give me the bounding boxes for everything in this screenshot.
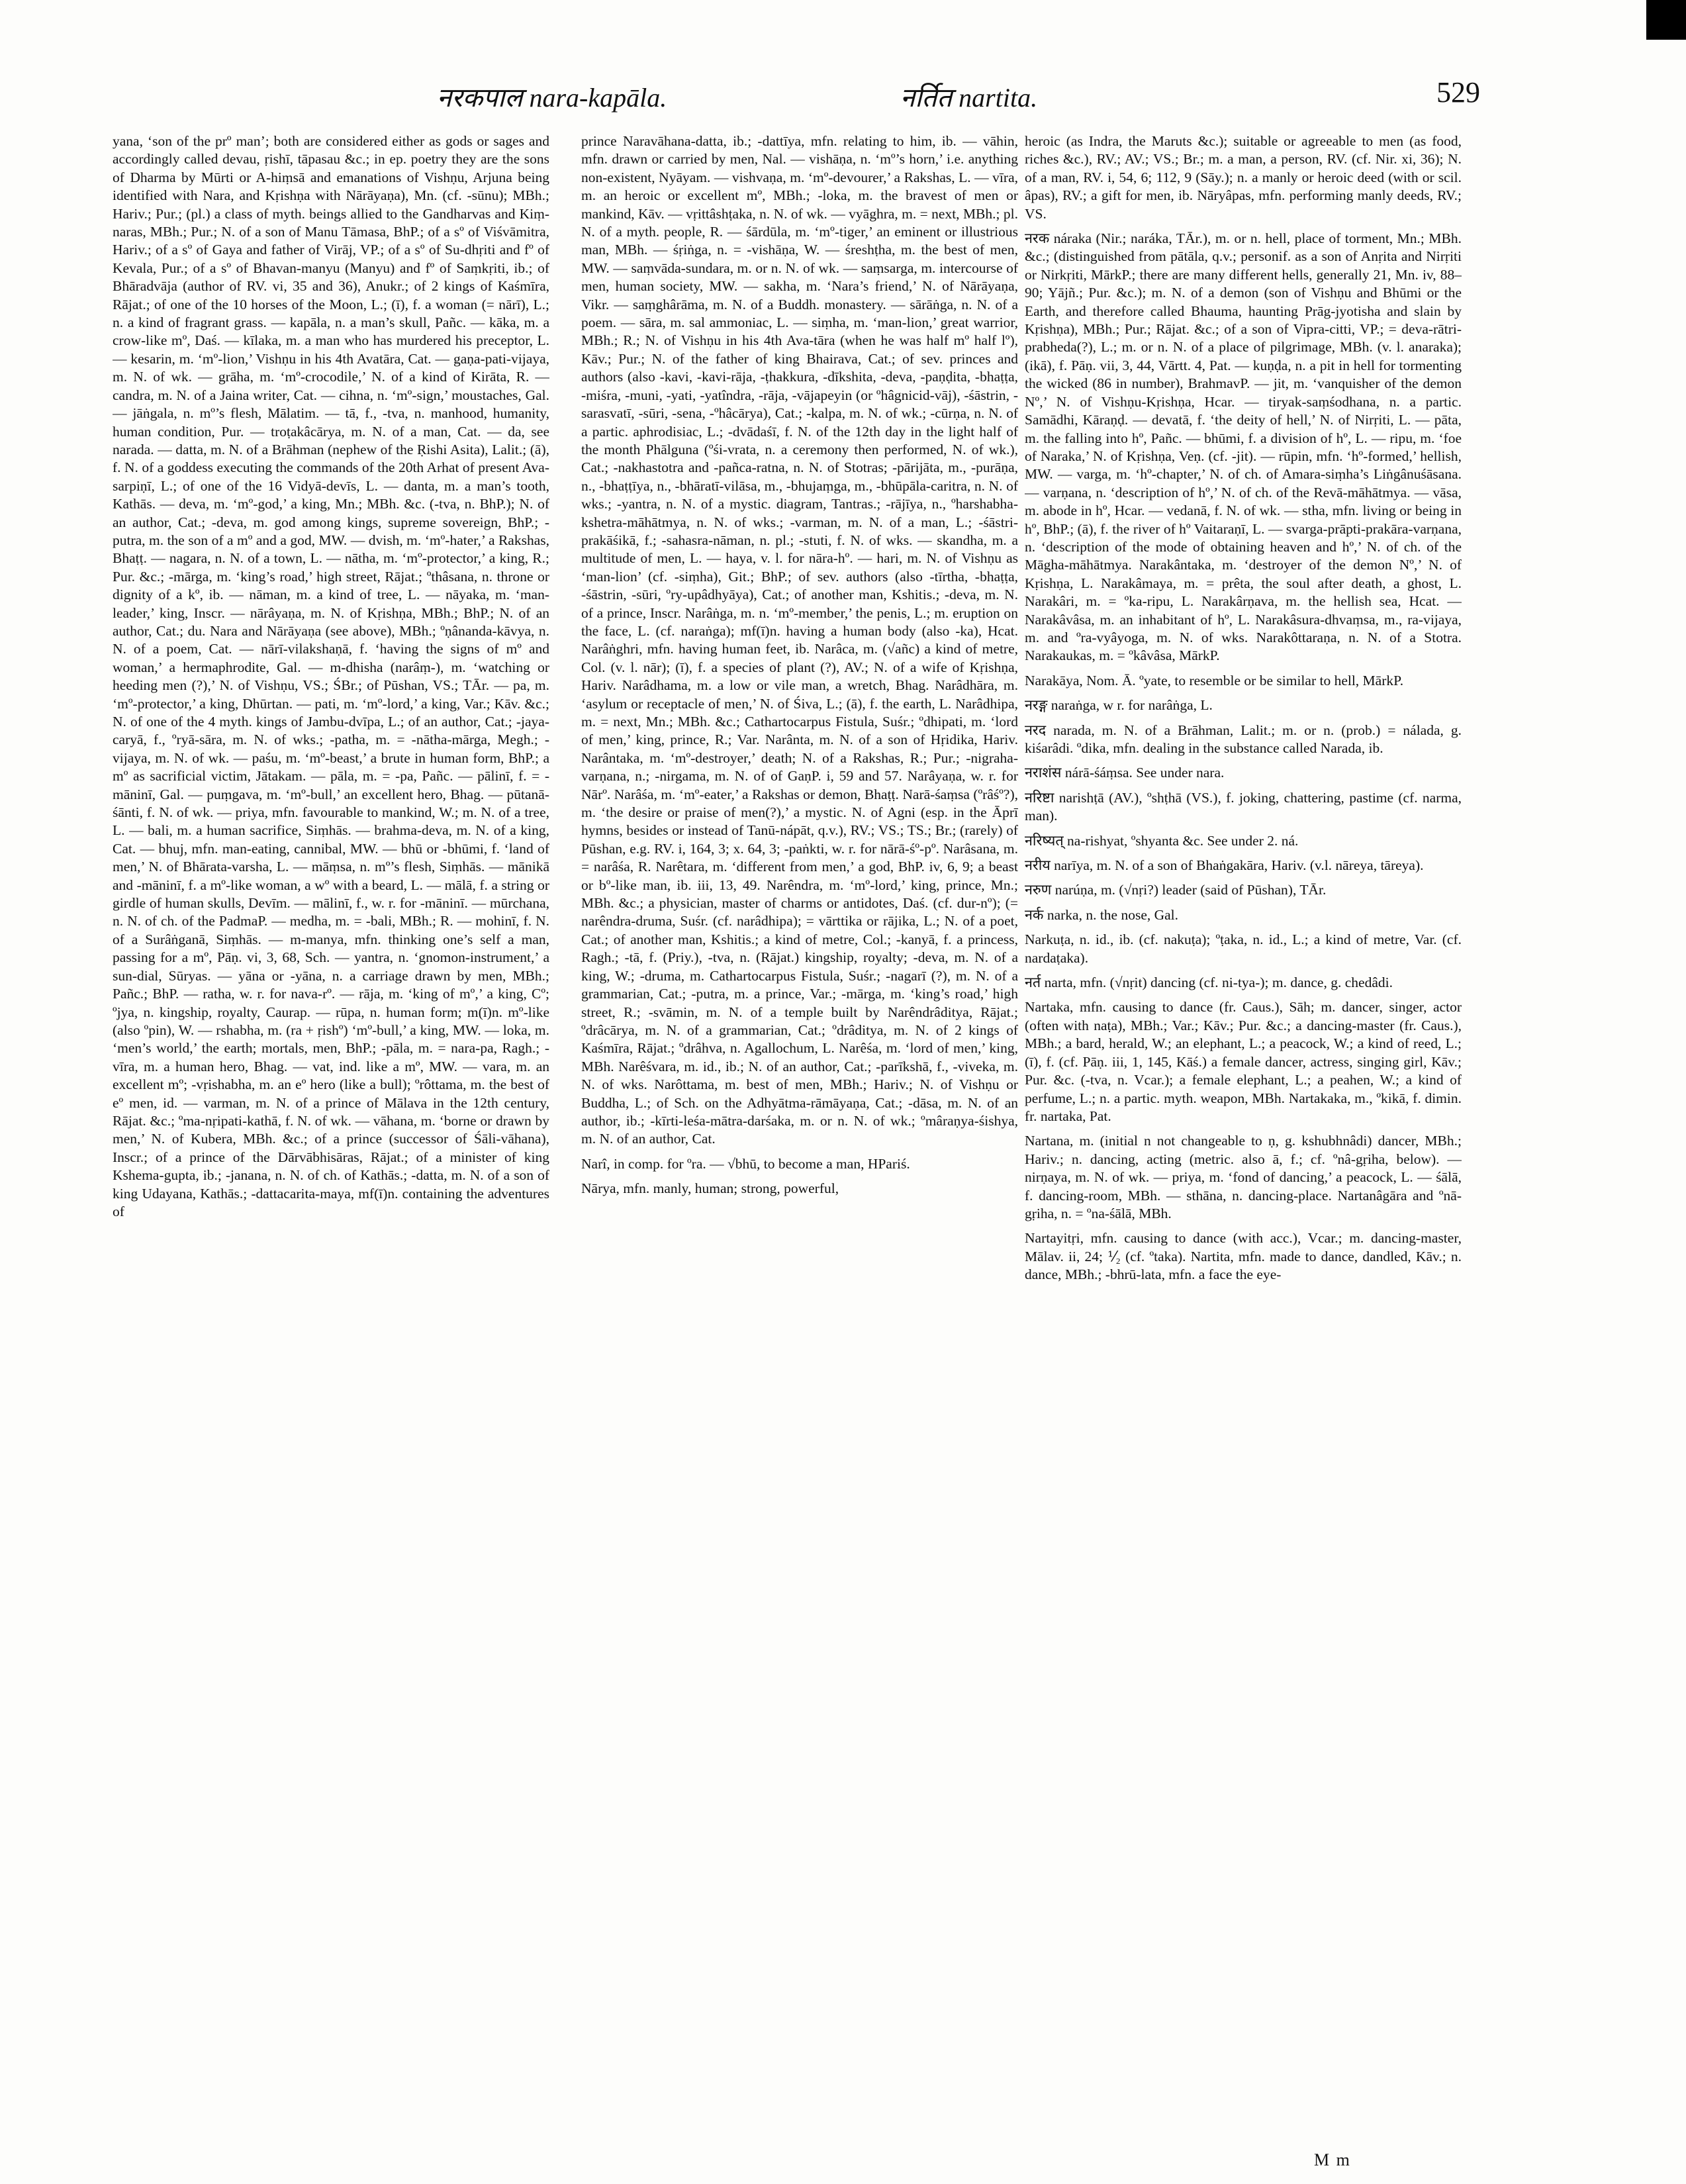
entry-text: Nartayitṛi, mfn. causing to dance (with acc.), Vcar.; m. dancing-master, Mālav. ii, 24; ⅟₂ (cf. ºtaka). Nartita, mfn. made to dance, dandled, Kāv.; n. dance, MBh.; -bhrū-lata, mfn. a face the eye- <box>1025 1230 1462 1283</box>
entry-text: नराशंस nárā-śáṃsa. See under nara. <box>1025 765 1225 781</box>
entry-text: नर्त narta, mfn. (√nṛit) dancing (cf. ni-tya-); m. dance, g. chedâdi. <box>1025 974 1393 991</box>
entry-text: Narî, in comp. for ºra. — √bhū, to become a man, HPariś. <box>581 1155 910 1172</box>
column-3 <box>1025 132 1462 2039</box>
entry-text: Narkuṭa, n. id., ib. (cf. nakuṭa); ºṭaka, n. id., L.; a kind of metre, Var. (cf. nardaṭaka). <box>1025 931 1462 966</box>
signature-mark: M m <box>1314 2150 1351 2169</box>
entry-text: Narakāya, Nom. Ā. ºyate, to resemble or be similar to hell, MārkP. <box>1025 672 1404 688</box>
entry-text: heroic (as Indra, the Maruts &c.); suitable or agreeable to men (as food, riches &c.), RV.; AV.; VS.; Br.; m. a man, a person, RV. (cf. Nir. xi, 36); N. of a man, RV. i, 54, 6; 112, 9 (Sāy.); n. a manly or heroic deed (with or scil. âpas), RV.; a gift for men, ib. Nāryâpas, mfn. performing manly deeds, RV.; VS. <box>1025 133 1462 222</box>
entry-text: नरुण narúṇa, m. (√nṛi?) leader (said of Pūshan), TĀr. <box>1025 882 1327 898</box>
entry-text: Nartaka, mfn. causing to dance (fr. Caus.), Sāh; m. dancer, singer, actor (often with naṭa), MBh.; Var.; Kāv.; Pur. &c.; a dancing-master (fr. Caus.), MBh.; a bard, herald, W.; an elephant, L.; a peacock, W.; a kind of reed, L.; (ī), f. (cf. Pāṇ. iii, 1, 145, Kāś.) a female dancer, actress, singing girl, Kāv.; Pur. &c. (-tva, n. Vcar.); a female elephant, L.; a peahen, W.; a kind of perfume, L.; n. a partic. myth. weapon, MBh. Nartakaka, m., ºkikā, f. dimin. fr. nartaka, Pat. <box>1025 999 1462 1124</box>
page-number: 529 <box>1436 76 1480 109</box>
entry-text: नरिष्यत् na-rishyat, ºshyanta &c. See under 2. ná. <box>1025 832 1299 849</box>
column-1 <box>113 132 549 2039</box>
entry-text: yana, ‘son of the prº man’; both are considered either as gods or sages and accordingly called devau, ṛishī, tāpasau &c.; in ep. poetry they are the sons of Dharma by Mūrti or A-hiṃsā and emanations of Vishṇu, Arjuna being identified with Nara, and Kṛishṇa with Nārāyaṇa), Mn. (cf. -sūnu); MBh.; Hariv.; Pur.; (pl.) a class of myth. beings allied to the Gandharvas and Kiṃ-naras, MBh.; Pur.; N. of a son of Manu Tāmasa, BhP.; of a sº of Viśvāmitra, Hariv.; of a sº of Gaya and father of Virāj, VP.; of a sº of Su-dhṛiti and fº of Kevala, Pur.; of a sº of Bhavan-manyu (Manyu) and fº of Saṃkṛiti, ib.; of Bhāradvāja (author of RV. vi, 35 and 36), Anukr.; of 2 kings of Kaśmīra, Rājat.; of one of the 10 horses of the Moon, L.; (ī), f. a woman (= nārī), L.; n. a kind of fragrant grass. — kapāla, n. a man’s skull, Pañc. — kāka, m. a crow-like mº, Daś. — kīlaka, m. a man who has murdered his preceptor, L. — kesarin, m. ‘mº-lion,’ Vishṇu in his 4th Avatāra, Cat. — gaṇa-pati-vijaya, m. N. of wk. — grāha, m. ‘mº-crocodile,’ N. of a kind of Kirāta, R. — candra, m. N. of a Jaina writer, Cat. — cihna, n. ‘mº-sign,’ moustaches, Gal. — jāṅgala, n. mº’s flesh, Mālatim. — tā, f., -tva, n. manhood, humanity, human condition, Pur. — troṭakâcārya, m. N. of a man, Cat. — da, see narada. — datta, m. N. of a Brāhman (nephew of the Ṛishi Asita), Lalit.; (ā), f. N. of a goddess executing the commands of the 20th Arhat of present Ava-sarpiṇī, L.; of one of the 16 Vidyā-devīs, L. — danta, m. a man’s tooth, Kathās. — deva, m. ‘mº-god,’ a king, Mn.; MBh. &c. (-tva, n. BhP.); N. of an author, Cat.; -deva, m. god among kings, supreme sovereign, BhP.; -putra, m. the son of a mº and a god, MW. — dvish, m. ‘mº-hater,’ a Rakshas, Bhaṭṭ. — nagara, n. N. of a town, L. — nātha, m. ‘mº-protector,’ a king, R.; Pur. &c.; -mārga, m. ‘king’s road,’ high street, Rājat.; ºthâsana, n. throne or dignity of a kº, ib. — nāman, m. a kind of tree, L. — nāyaka, m. ‘man-leader,’ king, Inscr. — nārâyaṇa, m. N. of Kṛishṇa, MBh.; BhP.; N. of an author, Cat.; du. Nara and Nārāyaṇa (see above), MBh.; ºṇânanda-kāvya, n. N. of a poem, Cat. — nārī-vilakshaṇā, f. ‘having the signs of mº and woman,’ a hermaphrodite, Gal. — m-dhisha (narâṃ-), m. ‘watching or heeding men (?),’ N. of Vishṇu, VS.; ŚBr.; of Pūshan, VS.; TĀr. — pa, m. ‘mº-protector,’ a king, Dhūrtan. — pati, m. ‘mº-lord,’ a king, Var.; Kāv. &c.; N. of one of the 4 myth. kings of Jambu-dvīpa, L.; of an author, Cat.; -jaya-caryā, f., ºryā-sāra, m. N. of wks.; -patha, m. = -nātha-mārga, Megh.; -vijaya, m. N. of wk. — paśu, m. ‘mº-beast,’ a brute in human form, BhP.; a mº as sacrificial victim, Jātakam. — pāla, m. = -pa, Pañc. — pālinī, f. = -māninī, Gal. — puṃgava, m. ‘mº-bull,’ an excellent hero, Bhag. — pūtanā-śānti, f. N. of wk. — priya, mfn. favourable to mankind, W.; m. N. of a tree, L. — bali, m. a human sacrifice, Siṃhās. — brahma-deva, m. N. of a king, Cat. — bhuj, mfn. man-eating, cannibal, MW. — bhū or -bhūmi, f. ‘land of men,’ N. of Bhārata-varsha, L. — māṃsa, n. mº’s flesh, Siṃhās. — mānikā and -māninī, f. a mº-like woman, a wº with a beard, L. — mālā, f. a string or girdle of human skulls, Devīm. — mālinī, f., w. r. for -māninī. — mūrchana, n. N. of ch. of the PadmaP. — medha, m. = -bali, MBh.; R. — mohinī, f. N. of a Surâṅganā, Siṃhās. — m-manya, mfn. thinking one’s self a man, passing for a mº, Pāṇ. vi, 3, 68, Sch. — yantra, n. ‘gnomon-instrument,’ a sun-dial, Sūryas. — yāna or -yāna, n. a carriage drawn by men, MBh.; Pañc.; BhP. — ratha, w. r. for nava-rº. — rāja, m. ‘king of mº,’ a king, Cº; ºjya, n. kingship, royalty, Caurap. — rūpa, n. human form; m(ī)n. mº-like (also ºpin), W. — rshabha, m. (ra + ṛishº) ‘mº-bull,’ a king, MW. — loka, m. ‘men’s world,’ the earth; mortals, men, BhP.; -pāla, m. = nara-pa, Ragh.; -vīra, m. a human hero, Bhag. — vat, ind. like a mº, MW. — vara, m. an excellent mº; -vṛishabha, m. an eº hero (like a bull); ºrôttama, m. the best of eº men, id. — varman, m. N. of a prince of Mālava in the 12th century, Rājat. &c.; ºma-nṛipati-kathā, f. N. of wk. — vāhana, m. ‘borne or drawn by men,’ N. of Kubera, MBh. &c.; of a prince (successor of Śāli-vāhana), Inscr.; of a prince of the Dārvābhisāras, Rājat.; of a minister of king Kshema-gupta, ib.; -janana, n. N. of ch. of Kathās.; -datta, m. N. of a son of king Udayana, Kathās.; -dattacarita-maya, mf(ī)n. containing the adventures of <box>113 133 549 1219</box>
entry-text: नरिष्टा narishṭā (AV.), ºshṭhā (VS.), f. joking, chattering, pastime (cf. narma, man). <box>1025 789 1462 824</box>
entry-text: Nartana, m. (initial n not changeable to ṇ, g. kshubhnâdi) dancer, MBh.; Hariv.; n. dancing, acting (metric. also ā, f.; cf. ºnâ-gṛiha, below). — nirṇaya, m. N. of wk. — priya, m. ‘fond of dancing,’ a peacock, L. — śālā, f. dancing-room, MBh. — sthāna, n. dancing-place. Nartanâgāra and ºnā-gṛiha, n. = ºna-śālā, MBh. <box>1025 1133 1462 1221</box>
running-head-right: नर्तित nartita. <box>900 83 1038 113</box>
entry-text: नर्क narka, n. the nose, Gal. <box>1025 906 1179 923</box>
running-head-left: नरकपाल nara-kapāla. <box>437 83 667 113</box>
entry-text: नरीय narīya, m. N. of a son of Bhaṅgakāra, Hariv. (v.l. nāreya, tāreya). <box>1025 857 1424 874</box>
entry-text: नरङ्ग naraṅga, w r. for narâṅga, L. <box>1025 697 1213 714</box>
entry-text: नरक náraka (Nir.; naráka, TĀr.), m. or n. hell, place of torment, Mn.; MBh. &c.; (distinguished from pātāla, q.v.; personif. as a son of Anṛita and Nirṛiti or Nirkṛiti, MārkP.; there are many different hells, generally 21, Mn. iv, 88–90; Yājñ.; Pur. &c.); m. N. of a demon (son of Vishṇu and Bhūmi or the Earth, and therefore called Bhauma, haunting Prāg-jyotisha and slain by Kṛishṇa), MBh.; Pur.; Rājat. &c.; of a son of Vipra-citti, VP.; = deva-rātri-prabheda(?), L.; m. or n. N. of a place of pilgrimage, MBh. (v. l. anaraka); (ikā), f. Pāṇ. vii, 3, 44, Vārtt. 4, Pat. — kuṇḍa, n. a pit in hell for tormenting the wicked (86 in number), BrahmavP. — jit, m. ‘vanquisher of the demon Nº,’ N. of Vishṇu-Kṛishṇa, Hcar. — tiryak-saṃśodhana, n. a partic. Samādhi, Kāraṇḍ. — devatā, f. ‘the deity of hell,’ N. of Nirṛiti, L. — pāta, m. the falling into hº, Pañc. — bhūmi, f. a division of hº, L. — ripu, m. ‘foe of Naraka,’ N. of Kṛishṇa, Veṇ. (cf. -jit). — rūpin, mfn. ‘hº-formed,’ hellish, MW. — varga, m. ‘hº-chapter,’ N. of ch. of Amara-siṃha’s Liṅgânuśāsana. — varṇana, n. ‘description of hº,’ N. of ch. of the Revā-māhātmya. — vāsa, m. abode in hº, Hcar. — vedanā, f. N. of wk. — stha, mfn. living or being in hº, BhP.; (ā), f. the river of hº Vaitaraṇī, L. — svarga-prāpti-prakāra-varṇana, n. ‘description of the mode of obtaining heaven and hº,’ N. of ch. of the Māgha-māhātmya. Narakântaka, m. ‘destroyer of the demon Nº,’ N. of Kṛishṇa, L. Narakâmaya, m. = prêta, the soul after death, a ghost, L. Narakâri, m. = ºka-ripu, L. Narakârṇava, m. the hellish sea, Hcat. — Narakâvâsa, m. an inhabitant of hº, L. Narakâsura-dhvaṃsa, m., ra-vijaya, m. and ºra-vyâyoga, m. N. of wks. Narakôttaraṇa, n. N. of a Stotra. Narakaukas, m. = ºkâvâsa, MārkP. <box>1025 230 1462 664</box>
column-2 <box>581 132 1018 2039</box>
scan-corner-mark <box>1646 0 1686 40</box>
entry-text: prince Naravāhana-datta, ib.; -dattīya, mfn. relating to him, ib. — vāhin, mfn. drawn or carried by men, Nal. — vishāṇa, n. ‘mº’s horn,’ i.e. anything non-existent, Nyāyam. — vishvaṇa, m. ‘mº-devourer,’ a Rakshas, L. — vīra, m. an heroic or excellent mº, MBh.; -loka, m. the bravest of men or mankind, Kāv. — vṛittâshṭaka, n. N. of wk. — vyāghra, m. = next, MBh.; pl. N. of a myth. people, R. — śārdūla, m. ‘mº-tiger,’ an eminent or illustrious man, MBh. — śṛiṅga, n. = -vishāṇa, W. — śreshṭha, m. the best of men, MW. — saṃvāda-sundara, m. or n. N. of wk. — saṃsarga, m. intercourse of men, human society, MW. — sakha, m. ‘Nara’s friend,’ N. of Nārāyaṇa, Vikr. — saṃghârāma, m. N. of a Buddh. monastery. — sārāṅga, n. N. of a poem. — sāra, m. sal ammoniac, L. — siṃha, m. ‘man-lion,’ great warrior, MBh.; R.; N. of Vishṇu in his 4th Ava-tāra (when he was half mº half lº), Kāv.; Pur.; N. of the father of king Bhairava, Cat.; of sev. princes and authors (also -kavi, -kavi-rāja, -ṭhakkura, -dīkshita, -deva, -paṇḍita, -bhaṭṭa, -miśra, -muni, -yati, -yatîndra, -rāja, -vājapeyin (or ºhâgnicid-vāj), -śāstrin, -sarasvatī, -sūri, -sena, -ºhâcārya), Cat.; -kalpa, m. N. of wk.; -cūrṇa, n. N. of a partic. aphrodisiac, L.; -dvādaśī, f. N. of the 12th day in the light half of the month Phālguna (ºśi-vrata, n. a ceremony then performed, N. of wk.), Cat.; -nakhastotra and -pañca-ratna, n. N. of Stotras; -pārijāta, m., -purāṇa, n., -bhaṭṭīya, n., -bhāratī-vilāsa, m., -bhujaṃga, m., -bhūpāla-caritra, n. N. of wks.; -yantra, n. N. of a mystic. diagram, Tantras.; -rājīya, n., ºharshabha-kshetra-māhātmya, n. N. of wks.; -varman, m. N. of a man, L.; -śāstri-prakāśikā, f.; -sahasra-nāman, n. pl.; -stuti, f. N. of wks. — skandha, m. a multitude of men, L. — haya, v. l. for nāra-hº. — hari, m. N. of Vishṇu as ‘man-lion’ (cf. -siṃha), Git.; BhP.; of sev. authors (also -tīrtha, -bhaṭṭa, -śāstrin, -sūri, ºry-upâdhyāya), Cat.; of another man, Kshitis.; -deva, m. N. of a prince, Inscr. Narâṅga, m. n. ‘mº-member,’ the penis, L.; m. eruption on the face, L. (cf. naraṅga); mf(ī)n. having a human body (also -ka), Hcat. Narâṅghri, mfn. having human feet, ib. Narâca, m. (√añc) a kind of metre, Col. (v. l. nār); (ī), f. a species of plant (?), AV.; N. of a wife of Kṛishṇa, Hariv. Narâdhama, m. a low or vile man, a wretch, Bhag. Narâdhāra, m. ‘asylum or receptacle of men,’ N. of Śiva, L.; (ā), f. the earth, L. Narâdhipa, m. = next, Mn.; MBh. &c.; Cathartocarpus Fistula, Suśr.; ºdhipati, m. ‘lord of men,’ king, prince, R.; Var. Narânta, m. N. of a son of Hṛidika, Hariv. Narântaka, m. ‘mº-destroyer,’ death; N. of a Rakshas, R.; Pur.; -nigraha-varṇana, n.; -nirgama, m. N. of of GaṇP. i, 59 and 57. Narâyaṇa, w. r. for Nārº. Narâśa, m. ‘mº-eater,’ a Rakshas or demon, Bhaṭṭ. Narā-śaṃsa (ºrâśº?), m. ‘the desire or praise of men(?),’ a mystic. N. of Agni (esp. in the Āprī hymns, besides or instead of Tanū-nápāt, q.v.), RV.; VS.; TS.; Br.; (rarely) of Pūshan, e.g. RV. i, 164, 3; x. 64, 3; -paṅkti, w. r. for nārā-śº-pº. Narâsana, m. = narâśa, R. Narêtara, m. ‘different from men,’ a god, BhP. iv, 6, 9; a beast or bº-like man, ib. iii, 13, 49. Narêndra, m. ‘mº-lord,’ king, prince, Mn.; MBh. &c.; a physician, master of charms or antidotes, Daś. (cf. dur-nº); (= narêndra-druma, Suśr. (cf. narâdhipa); = vārttika or rājika, L.; N. of a poet, Cat.; of another man, Kshitis.; a kind of metre, Col.; -kanyā, f. a princess, Ragh.; -tā, f. (Priy.), -tva, n. (Rājat.) kingship, royalty; -deva, m. N. of a king, W.; -druma, m. Cathartocarpus Fistula, Suśr.; -nagarī (?), m. N. of a grammarian, Cat.; -putra, m. a prince, Var.; -mārga, m. ‘king’s road,’ high street, R.; -svāmin, m. N. of a temple built by Narêndrâditya, Rājat.; ºdrâcārya, m. N. of a grammarian, Cat.; ºdrâditya, m. N. of 2 kings of Kaśmīra, Rājat.; ºdrâhva, n. Agallochum, L. Narêśa, m. ‘lord of men,’ king, MBh. Narêśvara, m. id., ib.; N. of an author, Cat.; -parīkshā, f., -viveka, m. N. of wks. Narôttama, m. best of men, MBh.; Hariv.; N. of Vishṇu or Buddha, L.; of Sch. on the Adhyātma-rāmāyaṇa, Cat.; -dāsa, m. N. of an author, ib.; -kīrti-leśa-mātra-darśaka, m. or n. N. of wk.; ºmâraṇya-śishya, m. N. of an author, Cat. <box>581 133 1018 1147</box>
entry-text: Nārya, mfn. manly, human; strong, powerful, <box>581 1180 839 1197</box>
entry-text: नरद narada, m. N. of a Brāhman, Lalit.; m. or n. (prob.) = nálada, g. kiśarâdi. ºdika, mfn. dealing in the substance called Narada, ib. <box>1025 722 1462 756</box>
page-header <box>437 76 1480 124</box>
